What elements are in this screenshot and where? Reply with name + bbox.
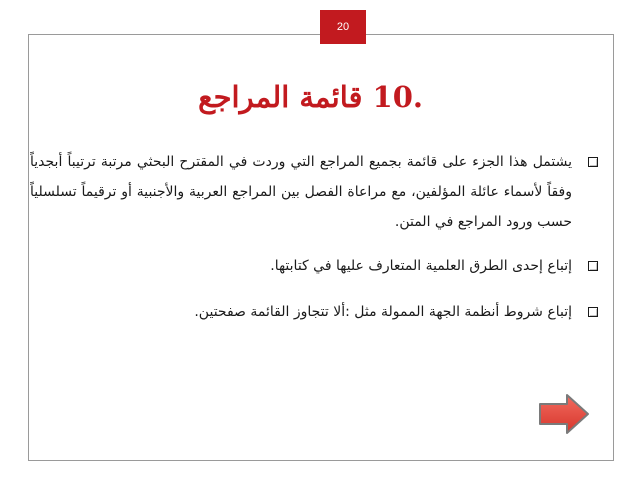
- bullet-text: إتباع شروط أنظمة الجهة الممولة مثل :ألا تتجاوز القائمة صفحتين.: [194, 304, 572, 320]
- page-number: 20: [320, 10, 366, 44]
- square-bullet-icon: [588, 157, 598, 167]
- bullet-text: يشتمل هذا الجزء على قائمة بجميع المراجع التي وردت في المقترح البحثي مرتبة ترتيباً أبجدياً وفقاً لأسماء عائلة المؤلفين، مع مراعاة الفصل بين المراجع العربية والأجنبية أو ترقيماً تسلسلياً حسب ورود المراجع في المتن.: [30, 154, 572, 230]
- square-bullet-icon: [588, 261, 598, 271]
- bullet-item: [30, 297, 600, 327]
- bullet-list: [30, 147, 600, 331]
- slide-title: .10 قائمة المراجع: [198, 80, 423, 114]
- next-arrow-icon[interactable]: [537, 392, 591, 436]
- bullet-item: [30, 251, 600, 281]
- square-bullet-icon: [588, 307, 598, 317]
- bullet-item: [30, 147, 600, 237]
- bullet-text: إتباع إحدى الطرق العلمية المتعارف عليها في كتابتها.: [270, 258, 572, 274]
